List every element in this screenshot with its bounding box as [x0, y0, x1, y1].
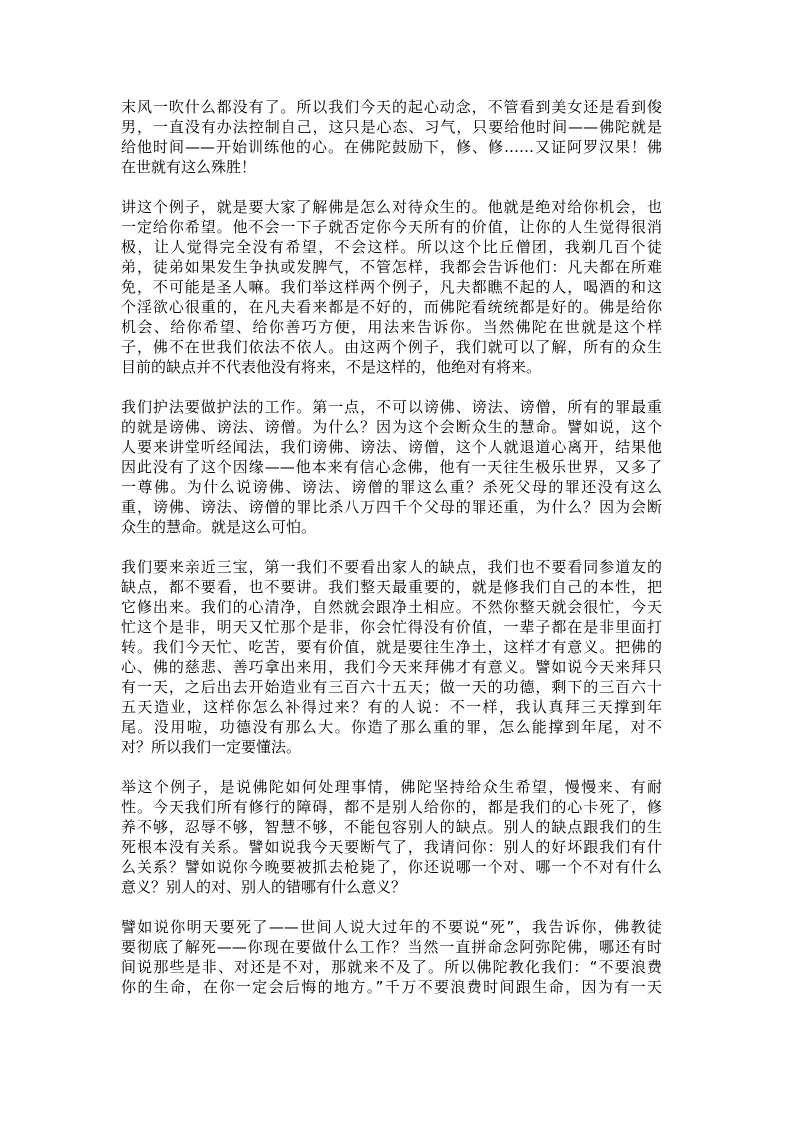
- text-line: 一尊佛。为什么说谤佛、谤法、谤僧的罪这么重？杀死父母的罪还没有这么: [121, 478, 662, 496]
- text-line: 譬如说你明天要死了——世间人说大过年的不要说“死”，我告诉你，佛教徒: [121, 918, 662, 936]
- text-line: 男，一直没有办法控制自己，这只是心态、习气，只要给他时间——佛陀就是: [121, 118, 662, 136]
- document-body: [121, 97, 662, 1017]
- text-line: 对？所以我们一定要懂法。: [121, 738, 302, 756]
- text-line: 给他时间——开始训练他的心。在佛陀鼓励下，修、修……又证阿罗汉果！佛: [121, 138, 662, 156]
- text-line: 在世就有这么殊胜！: [121, 158, 257, 176]
- text-line: 末风一吹什么都没有了。所以我们今天的起心动念，不管看到美女还是看到俊: [121, 98, 662, 116]
- text-line: 五天造业，这样你怎么补得过来？有的人说：不一样，我认真拜三天撑到年: [121, 698, 662, 716]
- text-line: 机会、给你希望、给你善巧方便，用法来告诉你。当然佛陀在世就是这个样: [121, 318, 662, 336]
- text-line: 一定给你希望。他不会一下子就否定你今天所有的价值，让你的人生觉得很消: [121, 218, 662, 236]
- text-line: 重，谤佛、谤法、谤僧的罪比杀八万四千个父母的罪还重，为什么？因为会断: [121, 498, 662, 516]
- text-line: 子，佛不在世我们依法不依人。由这两个例子，我们就可以了解，所有的众生: [121, 338, 662, 356]
- text-line: 的就是谤佛、谤法、谤僧。为什么？因为这个会断众生的慧命。譬如说，这个: [121, 418, 662, 436]
- text-line: 弟，徒弟如果发生争执或发脾气，不管怎样，我都会告诉他们：凡夫都在所难: [121, 258, 662, 276]
- text-line: 么关系？譬如说你今晚要被抓去枪毙了，你还说哪一个对、哪一个不对有什么: [121, 858, 662, 876]
- text-line: 免，不可能是圣人嘛。我们举这样两个例子，凡夫都瞧不起的人，喝酒的和这: [121, 278, 662, 296]
- text-line: 意义？别人的对、别人的错哪有什么意义？: [121, 878, 407, 896]
- text-line: 极，让人觉得完全没有希望，不会这样。所以这个比丘僧团，我剃几百个徒: [121, 238, 662, 256]
- text-line: 目前的缺点并不代表他没有将来，不是这样的，他绝对有将来。: [121, 358, 542, 376]
- text-line: 忙这个是非，明天又忙那个是非，你会忙得没有价值，一辈子都在是非里面打: [121, 618, 662, 636]
- text-line: 个淫欲心很重的，在凡夫看来都是不好的，而佛陀看统统都是好的。佛是给你: [121, 298, 662, 316]
- text-line: 转。我们今天忙、吃苦，要有价值，就是要往生净土，这样才有意义。把佛的: [121, 638, 662, 656]
- text-line: 你的生命，在你一定会后悔的地方。”千万不要浪费时间跟生命，因为有一天: [121, 978, 662, 996]
- text-line: 举这个例子，是说佛陀如何处理事情，佛陀坚持给众生希望，慢慢来、有耐: [121, 778, 662, 796]
- text-line: 因此没有了这个因缘——他本来有信心念佛，他有一天往生极乐世界，又多了: [121, 458, 662, 476]
- paragraph: [121, 917, 662, 997]
- text-line: 死根本没有关系。譬如说我今天要断气了，我请问你：别人的好坏跟我们有什: [121, 838, 662, 856]
- text-line: 性。今天我们所有修行的障碍，都不是别人给你的，都是我们的心卡死了，修: [121, 798, 662, 816]
- text-line: 我们要来亲近三宝，第一我们不要看出家人的缺点，我们也不要看同参道友的: [121, 558, 662, 576]
- text-line: 有一天，之后出去开始造业有三百六十五天；做一天的功德，剩下的三百六十: [121, 678, 662, 696]
- text-line: 心、佛的慈悲、善巧拿出来用，我们今天来拜佛才有意义。譬如说今天来拜只: [121, 658, 662, 676]
- text-line: 人要来讲堂听经闻法，我们谤佛、谤法、谤僧，这个人就退道心离开，结果他: [121, 438, 662, 456]
- paragraph: [121, 777, 662, 897]
- text-line: 养不够，忍辱不够，智慧不够，不能包容别人的缺点。别人的缺点跟我们的生: [121, 818, 662, 836]
- paragraph: [121, 557, 662, 757]
- paragraph: [121, 397, 662, 537]
- text-line: 众生的慧命。就是这么可怕。: [121, 518, 317, 536]
- text-line: 要彻底了解死——你现在要做什么工作？当然一直拼命念阿弥陀佛，哪还有时: [121, 938, 662, 956]
- text-line: 间说那些是非、对还是不对，那就来不及了。所以佛陀教化我们：“不要浪费: [121, 958, 662, 976]
- paragraph: [121, 97, 662, 177]
- text-line: 它修出来。我们的心清净，自然就会跟净土相应。不然你整天就会很忙，今天: [121, 598, 662, 616]
- paragraph: [121, 197, 662, 377]
- text-line: 尾。没用啦，功德没有那么大。你造了那么重的罪，怎么能撑到年尾，对不: [121, 718, 662, 736]
- text-line: 缺点，都不要看，也不要讲。我们整天最重要的，就是修我们自己的本性，把: [121, 578, 662, 596]
- text-line: 讲这个例子，就是要大家了解佛是怎么对待众生的。他就是绝对给你机会，也: [121, 198, 662, 216]
- text-line: 我们护法要做护法的工作。第一点，不可以谤佛、谤法、谤僧，所有的罪最重: [121, 398, 662, 416]
